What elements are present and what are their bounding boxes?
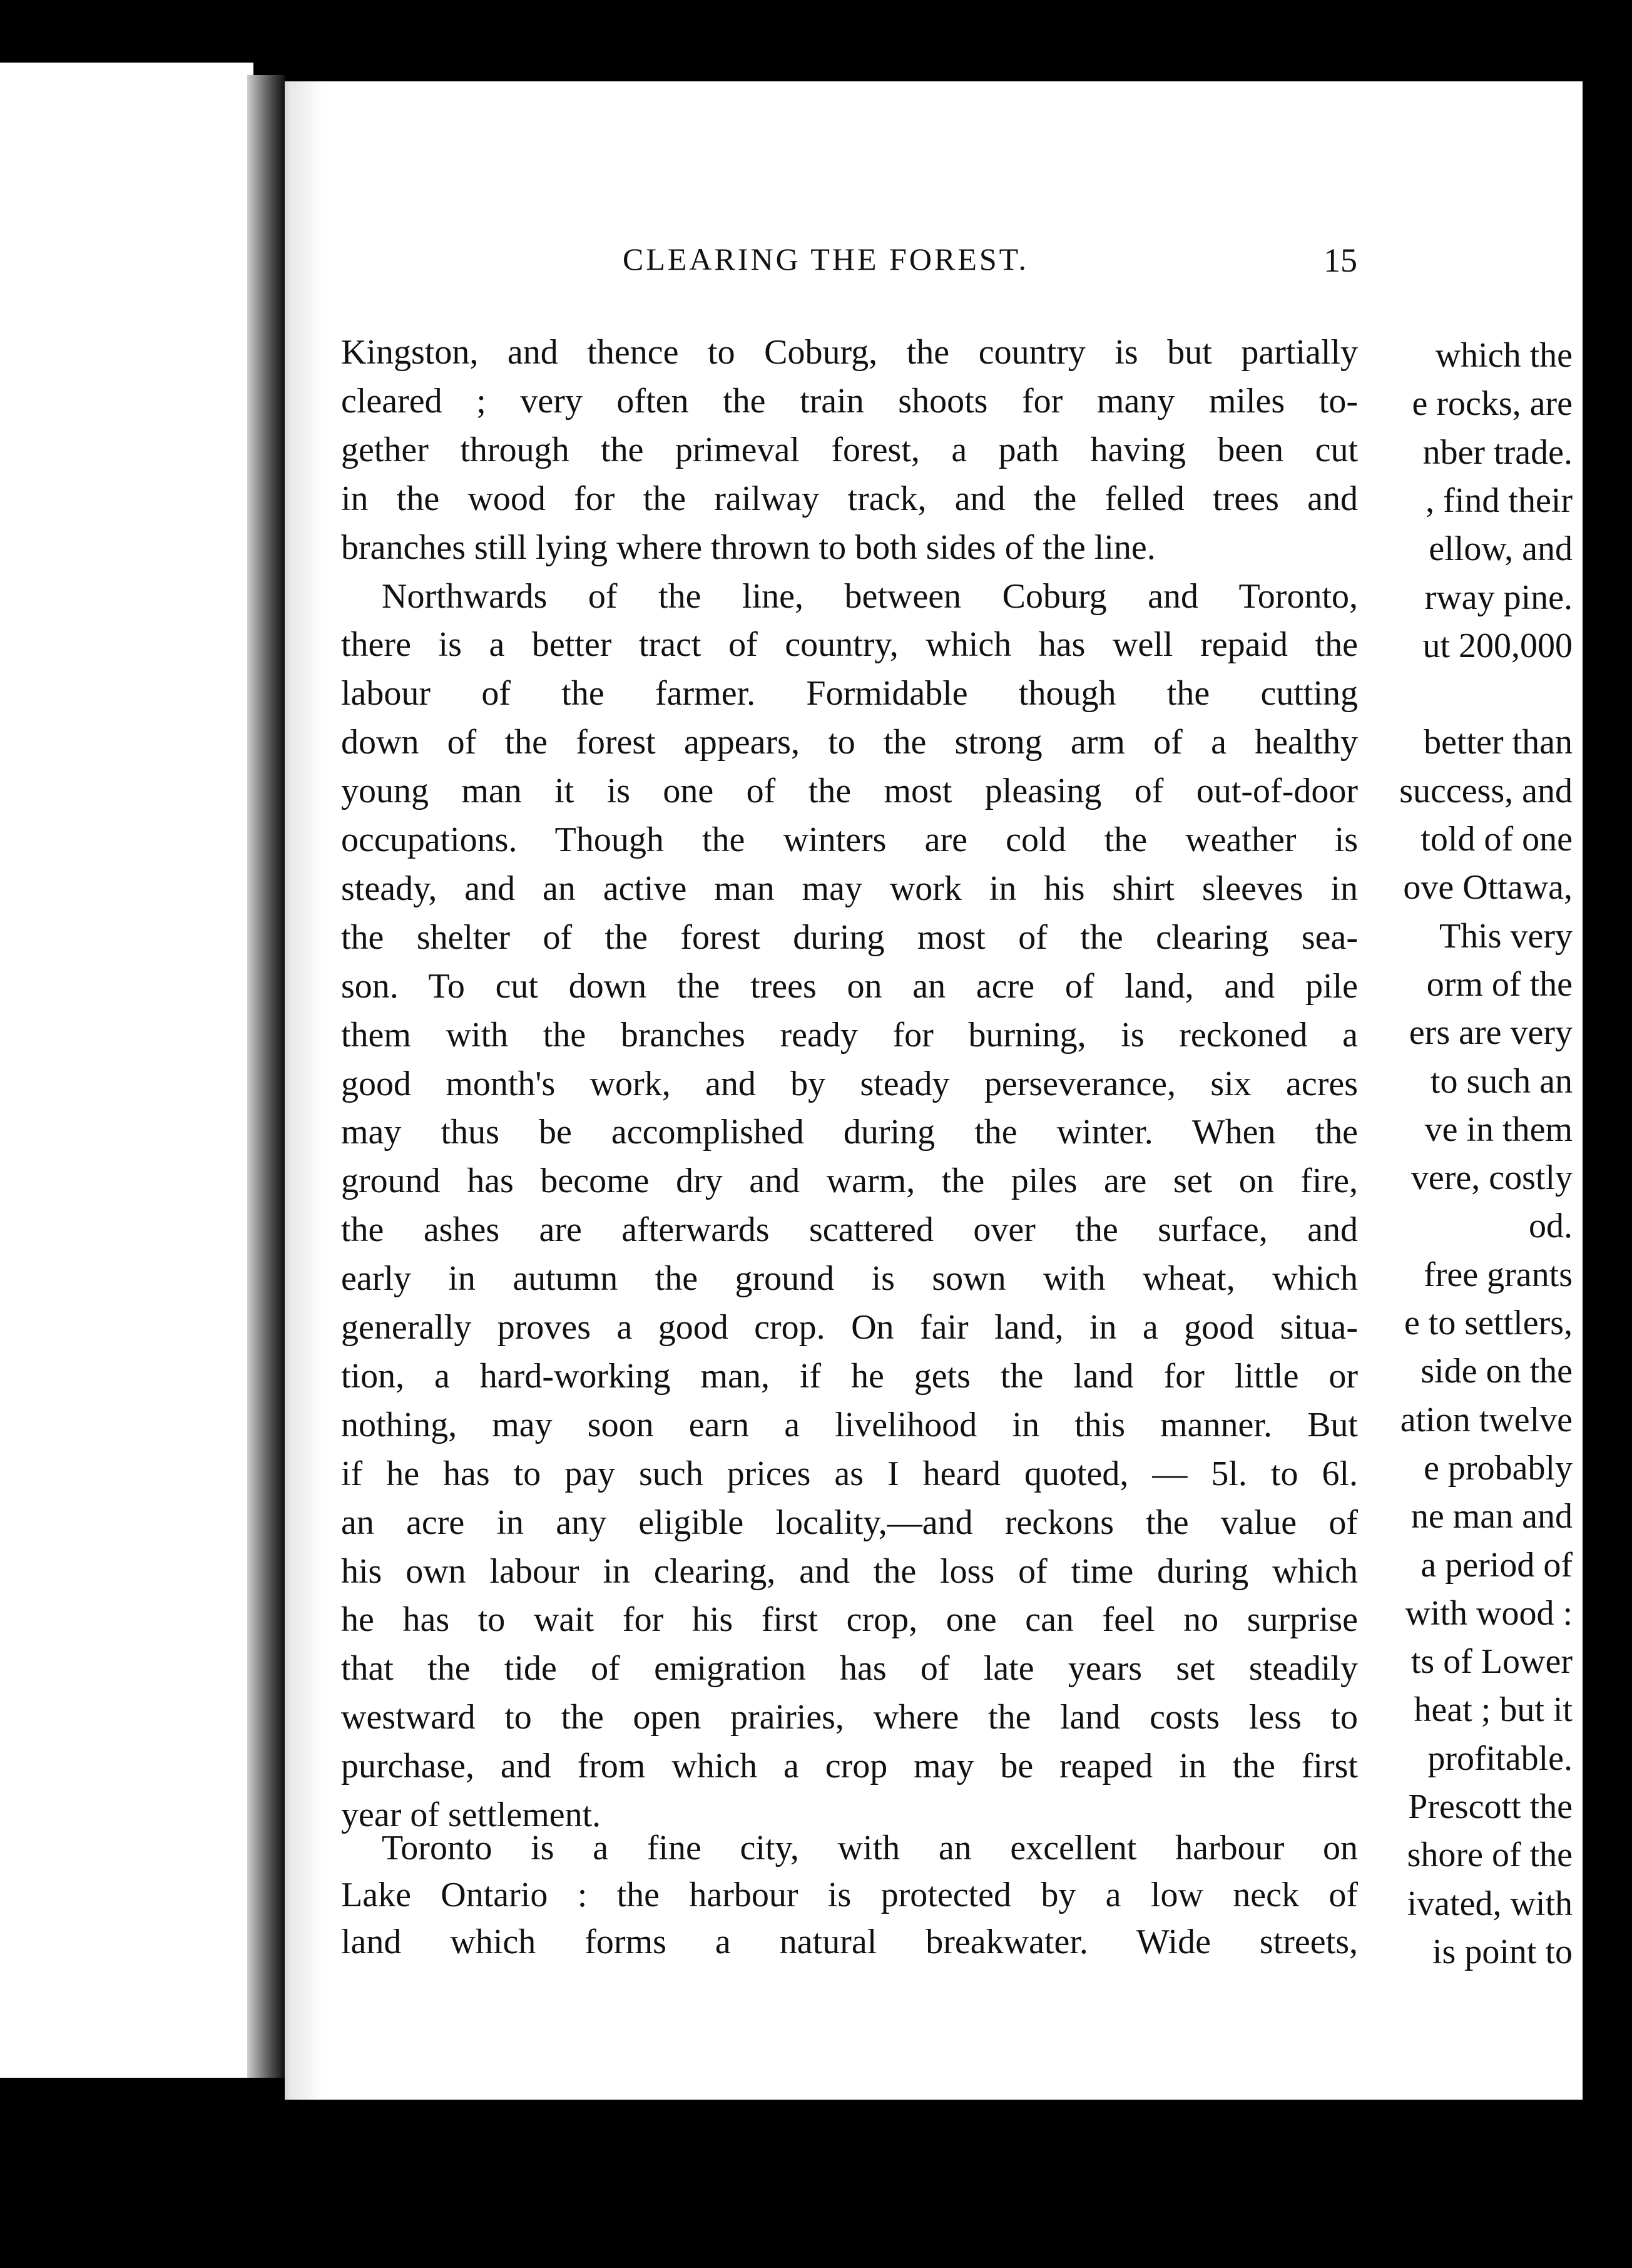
body-line: Toronto is a fine city, with an excellent harbour on: [382, 1829, 1358, 1867]
left-page-line: e to settlers,: [1404, 1304, 1573, 1342]
body-line: may thus be accomplished during the winter. When the: [341, 1113, 1358, 1152]
body-line: year of settlement.: [341, 1796, 601, 1834]
body-line: branches still lying where thrown to both sides of the line.: [341, 528, 1156, 567]
body-line: Lake Ontario : the harbour is protected by a low neck of: [341, 1876, 1358, 1914]
left-page-line: ts of Lower: [1410, 1642, 1573, 1682]
left-page-line: ove Ottawa,: [1403, 868, 1573, 907]
left-page-line: ut 200,000: [1422, 626, 1573, 665]
left-page-line: ve in them: [1424, 1110, 1573, 1149]
left-page-line: is point to: [1432, 1932, 1573, 1971]
running-head: CLEARING THE FOREST.: [623, 242, 1029, 277]
left-page-line: rway pine.: [1424, 578, 1573, 617]
left-page-line: a period of: [1420, 1545, 1573, 1585]
left-page-line: e probably: [1424, 1448, 1573, 1488]
body-line: tion, a hard-working man, if he gets the land for little or: [341, 1356, 1358, 1396]
body-line: occupations. Though the winters are cold the weather is: [341, 820, 1358, 859]
body-line: if he has to pay such prices as I heard quoted, — 5l. to 6l.: [341, 1454, 1358, 1493]
left-page-line: better than: [1424, 723, 1573, 762]
body-line: there is a better tract of country, which has well repaid the: [341, 625, 1358, 665]
left-page-line: shore of the: [1407, 1836, 1573, 1875]
left-page-line: ivated, with: [1407, 1884, 1573, 1923]
body-line: nothing, may soon earn a livelihood in this manner. But: [341, 1405, 1358, 1444]
body-line: that the tide of emigration has of late years set steadily: [341, 1649, 1358, 1688]
left-page-line: side on the: [1420, 1352, 1573, 1391]
left-page-line: with wood :: [1405, 1593, 1573, 1633]
left-page-line: od.: [1529, 1207, 1573, 1246]
page-inner-margin: [288, 81, 323, 2100]
body-line: labour of the farmer. Formidable though the cutting: [341, 674, 1358, 713]
body-line: early in autumn the ground is sown with wheat, which: [341, 1259, 1358, 1299]
left-page-line: success, and: [1399, 771, 1573, 810]
left-page-line: told of one: [1420, 820, 1573, 859]
body-line: Northwards of the line, between Coburg and Toronto,: [382, 576, 1358, 616]
left-page-line: e rocks, are: [1412, 384, 1573, 424]
body-line: westward to the open prairies, where the land costs less to: [341, 1698, 1358, 1737]
book-gutter-shadow: [247, 75, 285, 2078]
body-line: Kingston, and thence to Coburg, the country is but partially: [341, 333, 1358, 372]
body-line: young man it is one of the most pleasing of out-of-door: [341, 772, 1358, 811]
left-page-line: This very: [1439, 916, 1573, 956]
left-page-line: orm of the: [1426, 964, 1573, 1004]
body-line: steady, and an active man may work in his shirt sleeves in: [341, 869, 1358, 908]
body-line: them with the branches ready for burning, is reckoned a: [341, 1015, 1358, 1055]
left-page-line: profitable.: [1427, 1739, 1573, 1778]
left-page-line: vere, costly: [1410, 1158, 1573, 1198]
left-page-line: ers are very: [1409, 1013, 1573, 1053]
left-page-line: Prescott the: [1408, 1787, 1573, 1826]
left-page-line: , find their: [1425, 481, 1573, 520]
body-line: land which forms a natural breakwater. Wide streets,: [341, 1923, 1358, 1961]
body-line: purchase, and from which a crop may be reaped in the first: [341, 1747, 1358, 1786]
left-page-line: which the: [1435, 336, 1573, 375]
left-page-line: nber trade.: [1422, 432, 1573, 472]
page-number: 15: [1323, 242, 1357, 279]
body-line: ground has become dry and warm, the piles are set on fire,: [341, 1162, 1358, 1201]
left-page-line: ation twelve: [1400, 1400, 1573, 1439]
body-line: gether through the primeval forest, a path having been cut: [341, 430, 1358, 469]
body-line: he has to wait for his first crop, one can feel no surprise: [341, 1600, 1358, 1640]
left-page-line: to such an: [1430, 1061, 1573, 1101]
left-page-line: free grants: [1424, 1255, 1573, 1294]
body-line: the ashes are afterwards scattered over the surface, and: [341, 1210, 1358, 1250]
body-line: generally proves a good crop. On fair land, in a good situa-: [341, 1308, 1358, 1347]
left-page-line: ellow, and: [1429, 529, 1573, 569]
left-page: [0, 63, 253, 2078]
left-page-line: ne man and: [1410, 1497, 1573, 1536]
body-line: son. To cut down the trees on an acre of land, and pile: [341, 966, 1358, 1006]
body-line: the shelter of the forest during most of the clearing sea-: [341, 917, 1358, 957]
body-line: down of the forest appears, to the strong arm of a healthy: [341, 723, 1358, 762]
left-page-line: heat ; but it: [1414, 1690, 1573, 1730]
body-line: cleared ; very often the train shoots for many miles to-: [341, 381, 1358, 421]
body-line: an acre in any eligible locality,—and reckons the value of: [341, 1503, 1358, 1542]
body-line: in the wood for the railway track, and the felled trees and: [341, 479, 1358, 518]
body-line: good month's work, and by steady perseverance, six acres: [341, 1064, 1358, 1103]
body-line: his own labour in clearing, and the loss of time during which: [341, 1551, 1358, 1591]
